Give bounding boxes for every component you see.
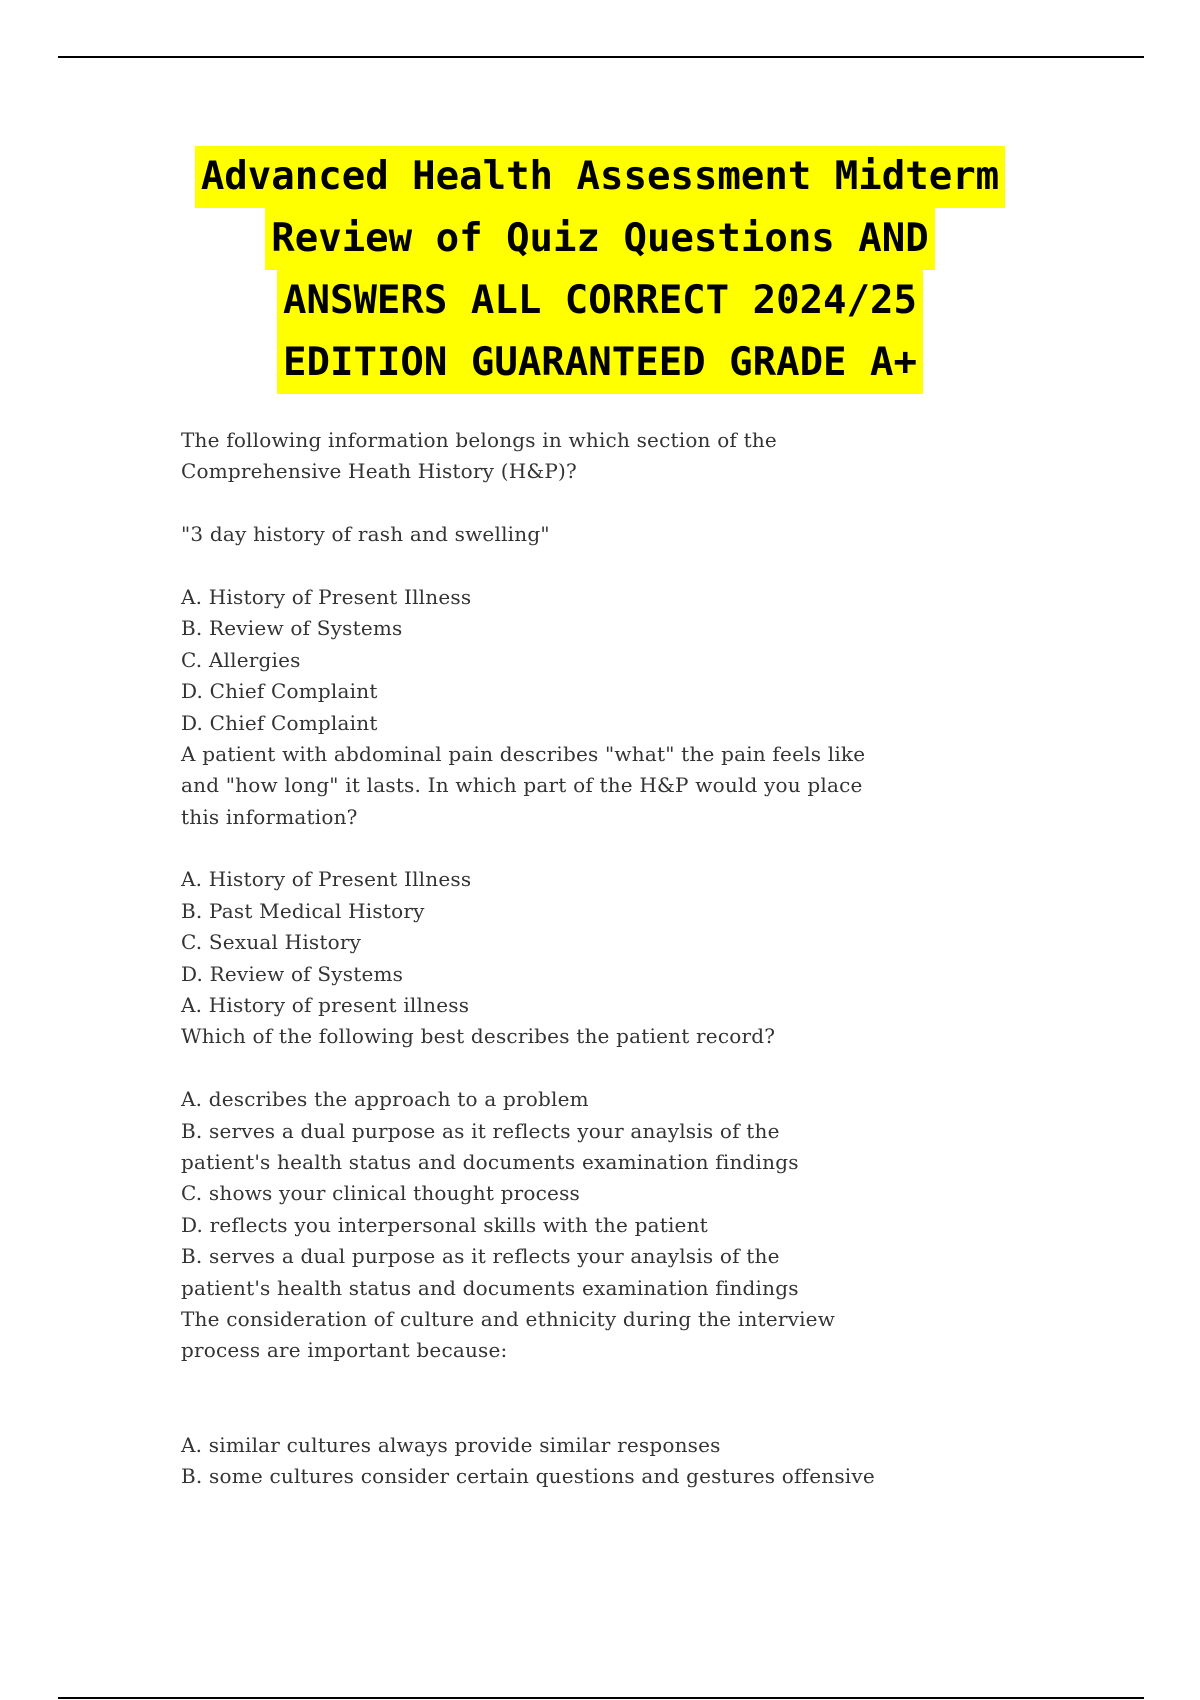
correct-answer: B. serves a dual purpose as it reflects your anaylsis of the xyxy=(181,1244,780,1269)
question-block-2 xyxy=(181,739,1061,1022)
answer-option: A. describes the approach to a problem xyxy=(181,1087,589,1112)
answer-option: patient's health status and documents examination findings xyxy=(181,1149,799,1174)
question-stem-line: process are important because: xyxy=(181,1338,508,1363)
question-stem-line: Comprehensive Heath History (H&P)? xyxy=(181,459,577,484)
document-title xyxy=(100,146,1100,394)
title-line-2: Review of Quiz Questions AND xyxy=(265,208,934,270)
answer-option: A. History of Present Illness xyxy=(181,867,472,892)
answer-option: B. some cultures consider certain questions and gestures offensive xyxy=(181,1463,875,1488)
title-line-3: ANSWERS ALL CORRECT 2024/25 xyxy=(277,270,923,332)
question-stem-line: this information? xyxy=(181,804,358,829)
question-stem-line: The following information belongs in which section of the xyxy=(181,428,777,452)
title-line-1: Advanced Health Assessment Midterm xyxy=(195,146,1005,208)
answer-option: D. Review of Systems xyxy=(181,961,404,986)
answer-option: C. shows your clinical thought process xyxy=(181,1181,581,1206)
correct-answer: D. Chief Complaint xyxy=(181,710,378,735)
question-block-4 xyxy=(181,1304,1061,1492)
header-rule xyxy=(58,56,1144,58)
answer-option: D. reflects you interpersonal skills with the patient xyxy=(181,1212,708,1237)
answer-option: B. Review of Systems xyxy=(181,616,403,641)
correct-answer: patient's health status and documents examination findings xyxy=(181,1275,799,1300)
question-stem-line: The consideration of culture and ethnicity during the interview xyxy=(181,1306,836,1331)
answer-option: B. Past Medical History xyxy=(181,898,425,923)
question-stem-line: and "how long" it lasts. In which part of the H&P would you place xyxy=(181,773,863,798)
answer-option: A. similar cultures always provide similar responses xyxy=(181,1432,721,1457)
document-body xyxy=(181,425,1061,1492)
answer-option: C. Sexual History xyxy=(181,930,362,955)
answer-option: C. Allergies xyxy=(181,647,301,672)
question-block-3 xyxy=(181,1021,1061,1304)
question-quote: "3 day history of rash and swelling" xyxy=(181,522,550,547)
question-stem-line: Which of the following best describes the patient record? xyxy=(181,1024,776,1049)
question-stem-line: A patient with abdominal pain describes "what" the pain feels like xyxy=(181,741,866,766)
title-line-4: EDITION GUARANTEED GRADE A+ xyxy=(277,332,923,394)
answer-option: D. Chief Complaint xyxy=(181,679,378,704)
question-block-1 xyxy=(181,425,1061,739)
answer-option: B. serves a dual purpose as it reflects your anaylsis of the xyxy=(181,1118,780,1143)
footer-rule xyxy=(58,1697,1144,1699)
answer-option: A. History of Present Illness xyxy=(181,584,472,609)
correct-answer: A. History of present illness xyxy=(181,993,470,1018)
